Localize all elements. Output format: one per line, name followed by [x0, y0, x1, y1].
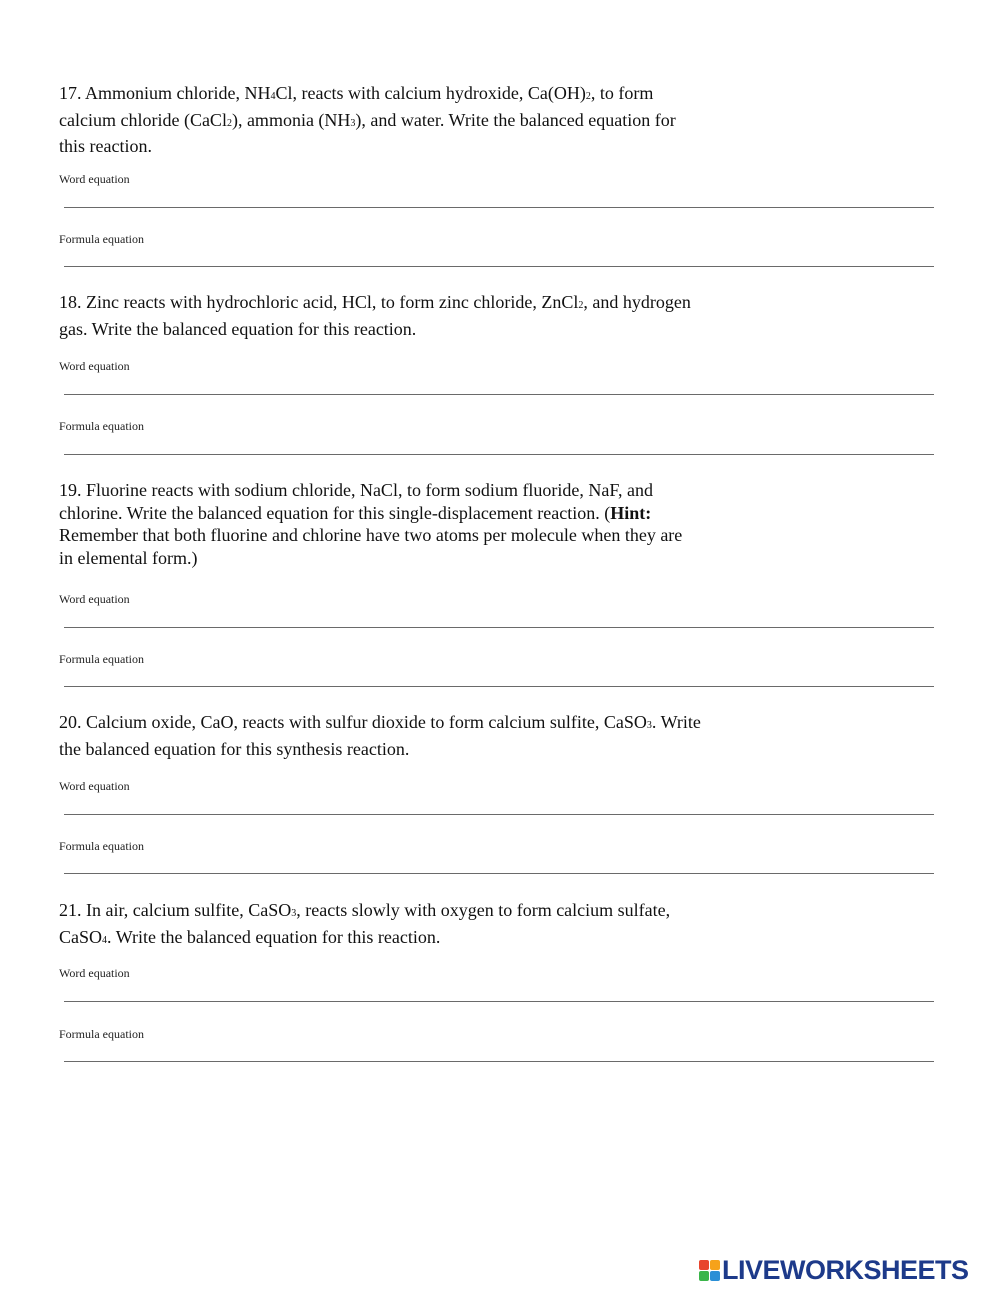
formula-equation-label: Formula equation [59, 839, 144, 853]
formula-equation-label: Formula equation [59, 652, 144, 666]
formula-equation-label: Formula equation [59, 1027, 144, 1041]
word-equation-label: Word equation [59, 966, 130, 980]
formula-equation-label: Formula equation [59, 419, 144, 433]
formula-equation-label: Formula equation [59, 232, 144, 246]
word-equation-label: Word equation [59, 592, 130, 606]
answer-line-formula-20[interactable] [64, 873, 934, 874]
answer-line-word-17[interactable] [64, 207, 934, 208]
liveworksheets-brand [699, 1257, 969, 1283]
answer-line-formula-21[interactable] [64, 1061, 934, 1062]
answer-line-formula-18[interactable] [64, 454, 934, 455]
answer-line-formula-19[interactable] [64, 686, 934, 687]
answer-line-word-19[interactable] [64, 627, 934, 628]
liveworksheets-logo-icon [699, 1260, 720, 1281]
answer-line-word-18[interactable] [64, 394, 934, 395]
answer-line-formula-17[interactable] [64, 266, 934, 267]
word-equation-label: Word equation [59, 779, 130, 793]
question-20-text: 20. Calcium oxide, CaO, reacts with sulfur dioxide to form calcium sulfite, CaSO3. Write the balanced equation for this synthesis reaction. [59, 712, 701, 759]
brand-name: LIVEWORKSHEETS [722, 1255, 969, 1285]
question-17-text: 17. Ammonium chloride, NH4Cl, reacts with calcium hydroxide, Ca(OH)2, to form calcium chloride (CaCl2), ammonia (NH3), and water. Write the balanced equation for this reaction. [59, 83, 676, 156]
word-equation-label: Word equation [59, 172, 130, 186]
question-19-text: 19. Fluorine reacts with sodium chloride, NaCl, to form sodium fluoride, NaF, and chlorine. Write the balanced equation for this single-displacement reaction. (Hint: Remember that both fluorine and chlorine have two atoms per molecule when they are in elemental form.) [59, 480, 683, 568]
answer-line-word-20[interactable] [64, 814, 934, 815]
question-18-text: 18. Zinc reacts with hydrochloric acid, HCl, to form zinc chloride, ZnCl2, and hydrogen gas. Write the balanced equation for this reaction. [59, 292, 691, 339]
logo-square-green [699, 1271, 709, 1281]
logo-square-red [699, 1260, 709, 1270]
word-equation-label: Word equation [59, 359, 130, 373]
logo-square-blue [710, 1271, 720, 1281]
question-21-text: 21. In air, calcium sulfite, CaSO3, reacts slowly with oxygen to form calcium sulfate, CaSO4. Write the balanced equation for this reaction. [59, 900, 671, 947]
answer-line-word-21[interactable] [64, 1001, 934, 1002]
logo-square-orange [710, 1260, 720, 1270]
